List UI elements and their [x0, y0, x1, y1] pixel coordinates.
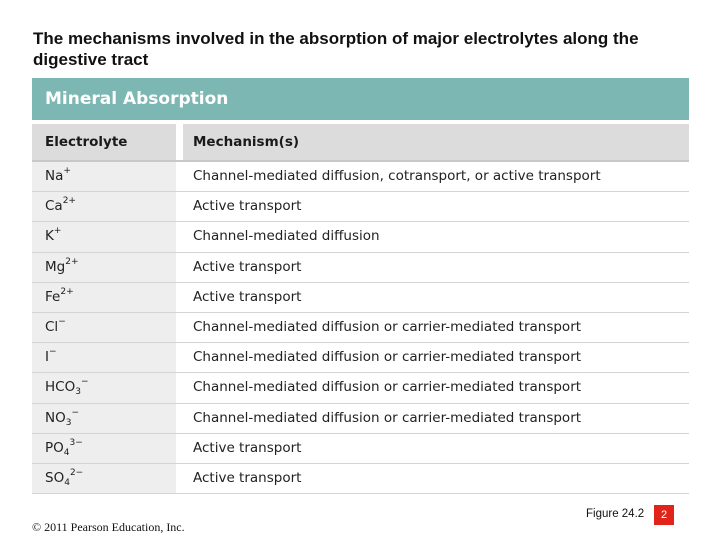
electrolyte-cell	[32, 464, 176, 493]
table-row	[32, 192, 689, 222]
table-body	[32, 162, 689, 494]
mechanism-cell: Active transport	[183, 283, 689, 312]
table-row	[32, 283, 689, 313]
table-row	[32, 162, 689, 192]
electrolyte-charge: 2+	[60, 286, 74, 297]
electrolyte-charge: −	[58, 316, 66, 327]
column-gap	[176, 404, 183, 433]
mechanism-cell: Channel-mediated diffusion or carrier-mediated transport	[183, 343, 689, 372]
electrolyte-cell	[32, 283, 176, 312]
electrolyte-charge: +	[63, 166, 71, 176]
electrolyte-cell	[32, 313, 176, 342]
table-header-row	[32, 124, 689, 162]
column-gap	[176, 283, 183, 312]
slide-title: The mechanisms involved in the absorption of major electrolytes along the digestive tract	[33, 29, 639, 69]
column-gap	[176, 464, 183, 493]
electrolyte-subscript: 3	[65, 417, 72, 428]
table-row	[32, 313, 689, 343]
electrolyte-cell	[32, 404, 176, 433]
electrolyte-charge: +	[53, 226, 62, 237]
mechanism-cell: Channel-mediated diffusion, cotransport, or active transport	[183, 162, 689, 191]
electrolyte-charge: 3−	[69, 437, 83, 448]
table-row	[32, 343, 689, 373]
column-gap	[176, 192, 183, 221]
column-gap	[176, 253, 183, 282]
electrolyte-subscript: 3	[75, 387, 81, 398]
electrolyte-charge: 2−	[69, 467, 84, 478]
electrolyte-charge: −	[71, 407, 80, 418]
table-row	[32, 222, 689, 252]
mechanism-cell: Channel-mediated diffusion or carrier-mediated transport	[183, 404, 689, 433]
mechanism-cell: Channel-mediated diffusion or carrier-mediated transport	[183, 373, 689, 402]
table-row	[32, 373, 689, 403]
electrolyte-symbol: Cl	[45, 318, 59, 335]
table-row	[32, 404, 689, 434]
table-row	[32, 434, 689, 464]
electrolyte-cell	[32, 162, 176, 191]
electrolyte-charge: 2+	[62, 196, 76, 207]
table-row	[32, 253, 689, 283]
column-gap	[176, 124, 183, 160]
electrolyte-cell	[32, 343, 176, 372]
mechanism-cell: Channel-mediated diffusion	[183, 222, 689, 251]
electrolyte-symbol: Mg	[45, 258, 66, 275]
electrolyte-charge: −	[80, 377, 89, 388]
mechanism-cell: Active transport	[183, 192, 689, 221]
electrolyte-symbol: K	[45, 228, 54, 245]
figure-label: Figure 24.2	[586, 508, 645, 520]
electrolyte-cell	[32, 192, 176, 221]
electrolyte-symbol: Ca	[45, 198, 63, 215]
table-banner: Mineral Absorption	[32, 78, 689, 120]
column-gap	[176, 313, 183, 342]
column-gap	[176, 222, 183, 251]
electrolyte-subscript: 4	[63, 447, 70, 458]
copyright-notice: © 2011 Pearson Education, Inc.	[32, 520, 185, 534]
electrolyte-cell	[32, 253, 176, 282]
electrolyte-symbol: NO	[45, 409, 66, 426]
header-mechanism: Mechanism(s)	[183, 124, 689, 160]
electrolyte-symbol: Na	[45, 168, 64, 184]
mechanism-cell: Channel-mediated diffusion or carrier-mediated transport	[183, 313, 689, 342]
electrolyte-subscript: 4	[64, 477, 70, 488]
column-gap	[176, 434, 183, 463]
electrolyte-charge: 2+	[65, 256, 79, 267]
electrolyte-symbol: Fe	[45, 288, 61, 305]
mechanism-cell: Active transport	[183, 253, 689, 282]
mineral-absorption-table	[32, 78, 689, 498]
column-gap	[176, 373, 183, 402]
column-gap	[176, 162, 183, 191]
page-number-badge: 2	[654, 505, 674, 525]
electrolyte-symbol: I	[45, 349, 49, 366]
mechanism-cell: Active transport	[183, 464, 689, 493]
table-row	[32, 464, 689, 494]
electrolyte-cell	[32, 434, 176, 463]
electrolyte-charge: −	[48, 347, 57, 358]
electrolyte-cell	[32, 373, 176, 402]
column-gap	[176, 343, 183, 372]
electrolyte-cell	[32, 222, 176, 251]
electrolyte-symbol: HCO	[45, 379, 76, 396]
mechanism-cell: Active transport	[183, 434, 689, 463]
electrolyte-symbol: SO	[45, 469, 65, 486]
header-electrolyte: Electrolyte	[32, 124, 176, 160]
electrolyte-symbol: PO	[45, 439, 64, 456]
